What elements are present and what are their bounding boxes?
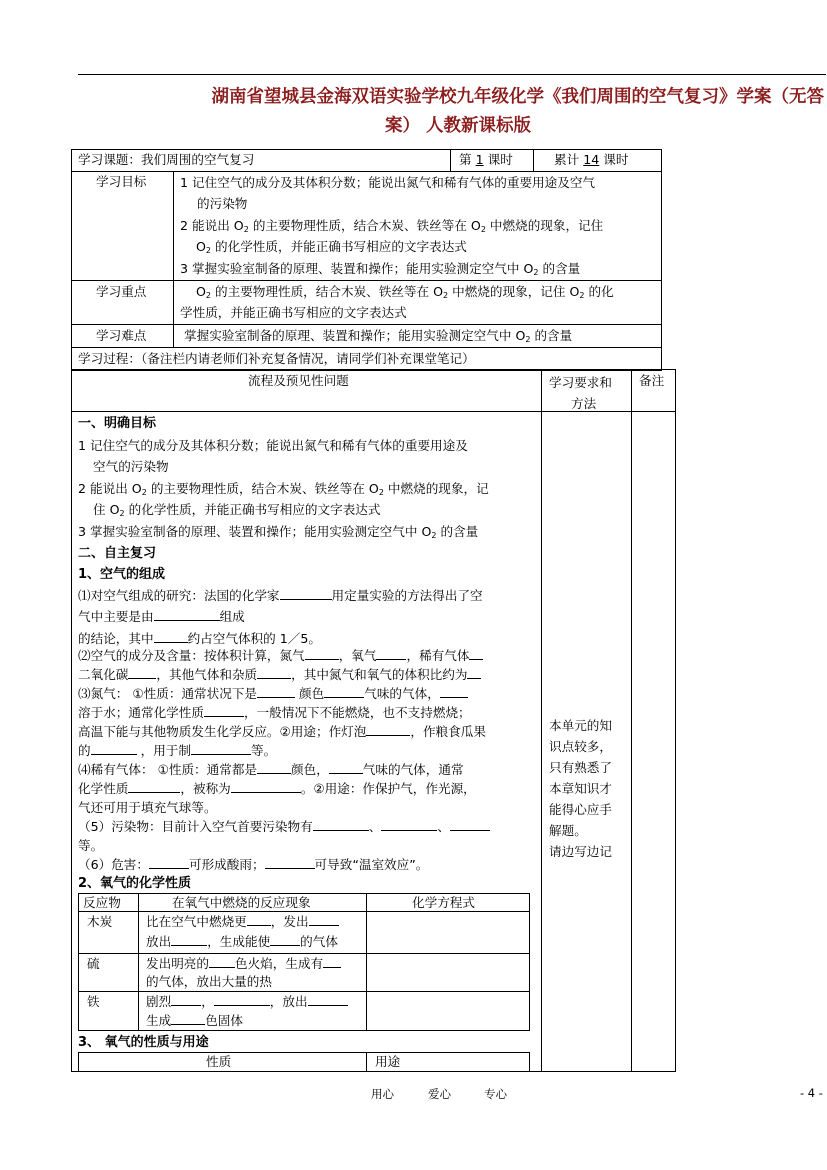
process-note: 学习过程：（备注栏内请老师们补充复备情况，请同学们补充课堂笔记） — [78, 351, 475, 366]
goals-label: 学习目标 — [96, 174, 147, 189]
difficulty-text: 掌握实验室制备的原理、装置和操作；能用实验测定空气中 $O_2$ 的含量 — [184, 328, 573, 344]
lesson-count: 第 1 课时 — [459, 152, 513, 167]
subsection-air-composition: 1、空气的组成 — [78, 567, 166, 582]
topic-label: 学习课题：我们周围的空气复习 — [78, 152, 255, 167]
subsection-oxygen-chemistry: 2、氧气的化学性质 — [78, 876, 192, 891]
subsection-oxygen-use: 3、 氧气的性质与用途 — [78, 1035, 209, 1050]
footer-right: 专心 — [484, 1087, 507, 1101]
reactant-carbon: 木炭 — [87, 914, 113, 929]
footer-mid: 爱心 — [428, 1087, 451, 1101]
usage-header-use: 用途 — [375, 1054, 401, 1069]
difficulty-label: 学习难点 — [96, 328, 147, 343]
page-title: 湖南省望城县金海双语实验学校九年级化学《我们周围的空气复习》学案（无答 案） 人教新课标版 — [211, 87, 824, 136]
usage-table — [78, 1052, 530, 1072]
section1-heading: 一、明确目标 — [78, 416, 157, 431]
reaction-header-equation: 化学方程式 — [412, 895, 475, 910]
col-req-header: 学习要求和 方法 — [549, 375, 612, 411]
usage-header-property: 性质 — [206, 1054, 232, 1069]
footer-left: 用心 — [371, 1087, 394, 1101]
reactant-iron: 铁 — [87, 994, 100, 1009]
section2-heading: 二、自主复习 — [78, 546, 157, 561]
col-note-header: 备注 — [639, 373, 665, 388]
key-points-label: 学习重点 — [96, 284, 147, 299]
reaction-header-phenomenon: 在氧气中燃烧的反应现象 — [172, 895, 311, 910]
side-note: 本单元的知 识点较多， 只有熟悉了 本章知识才 能得心应手 解题。 请边写边记 — [549, 718, 612, 859]
page-number: - 4 - — [800, 1086, 823, 1100]
reaction-header-reactant: 反应物 — [83, 895, 121, 910]
col-flow-header: 流程及预见性问题 — [248, 373, 349, 388]
total-count: 累计 14 课时 — [554, 152, 629, 167]
top-rule — [78, 74, 826, 75]
reactant-sulfur: 硫 — [87, 956, 100, 971]
